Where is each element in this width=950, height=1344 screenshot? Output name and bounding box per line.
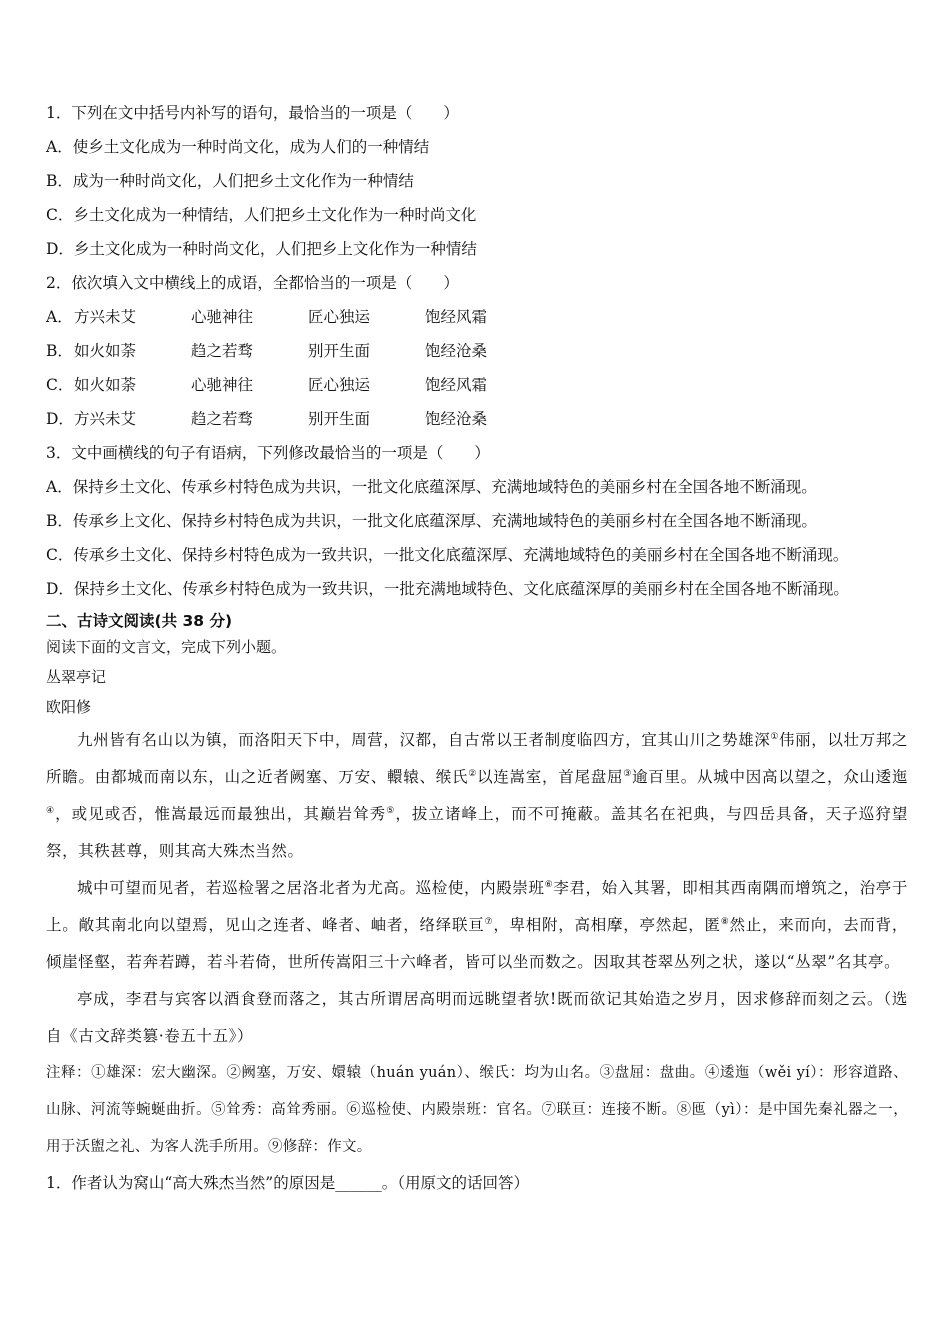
question-2-stem: 2．依次填入文中横线上的成语，全都恰当的一项是（ ） [46,274,459,292]
idiom: 方兴未艾 [74,308,137,326]
annotations: 注释：①雄深：宏大幽深。②阙塞，万安、嬛辕（huán yuán）、缑氏：均为山名。③盘屈：盘曲。④逶迤（wěi yí）：形容道路、山脉、河流等蜿蜒曲折。⑤耸秀：高耸秀丽。⑥巡检使、内殿崇班：官名。⑦联亘：连接不断。⑧匜（yì）：是中国先秦礼器之一，用于沃盥之礼、为客人洗手所用。⑨修辞：作文。 [46,1065,908,1155]
idiom: 如火如荼 [74,342,137,360]
passage-title: 丛翠亭记 [46,668,107,686]
document-page [46,96,908,1200]
question-3-stem: 3．文中画横线的句子有语病，下列修改最恰当的一项是（ ） [46,444,490,462]
passage-paragraph-1: 九州皆有名山以为镇，而洛阳天下中，周营，汉都，自古常以王者制度临四方，宜其山川之势雄深①伟丽，以壮万邦之所瞻。由都城而南以东，山之近者阙塞、万安、轘辕、缑氏②以连嵩室，首尾盘屈③逾百里。从城中因高以望之，众山逶迤④，或见或否，惟嵩最远而最独出，其巅岩耸秀⑤，拔立诸峰上，而不可掩蔽。盖其名在祀典，与四岳具备，天子巡狩望祭，其秩甚尊，则其高大殊杰当然。 [46,731,909,860]
option-label: C． [46,376,74,394]
q1-option-c: C．乡土文化成为一种情结，人们把乡土文化作为一种时尚文化 [46,206,477,224]
idiom: 心驰神往 [191,376,254,394]
option-label: D． [46,410,74,428]
q2-option-b [46,334,908,368]
option-label: B． [46,342,73,360]
q2-option-d [46,402,908,436]
passage-paragraph-3: 亭成，李君与宾客以酒食登而落之，其古所谓居高明而远眺望者欤!既而欲记其始造之岁月，因求修辞而刻之云。（选自《古文辞类篡·卷五十五》） [46,990,908,1045]
q3-option-c: C．传承乡土文化、保持乡村特色成为一致共识，一批文化底蕴深厚、充满地域特色的美丽乡村在全国各地不断涌现。 [46,546,849,564]
q1-option-d: D．乡土文化成为一种时尚文化，人们把乡上文化作为一种情结 [46,240,477,258]
q2-option-c [46,368,908,402]
idiom: 别开生面 [308,342,371,360]
q3-option-a: A．保持乡土文化、传承乡村特色成为共识，一批文化底蕴深厚、充满地域特色的美丽乡村在全国各地不断涌现。 [46,478,817,496]
idiom: 饱经沧桑 [425,410,488,428]
q1-option-a: A．使乡土文化成为一种时尚文化，成为人们的一种情结 [46,138,430,156]
section-heading: 二、古诗文阅读(共 38 分) [46,612,233,630]
idiom: 饱经风霜 [425,376,488,394]
q3-option-b: B．传承乡上文化、保持乡村特色成为共识，一批文化底蕴深厚、充满地域特色的美丽乡村在全国各地不断涌现。 [46,512,817,530]
idiom: 如火如荼 [74,376,137,394]
answer-blank[interactable]: ______ [335,1174,382,1192]
option-label: A． [46,308,73,326]
passage-author: 欧阳修 [46,698,92,716]
idiom: 方兴未艾 [74,410,137,428]
idiom: 匠心独运 [308,308,371,326]
idiom: 饱经风霜 [425,308,488,326]
idiom: 心驰神往 [191,308,254,326]
question-1-stem: 1．下列在文中括号内补写的语句，最恰当的一项是（ ） [46,104,459,122]
passage-paragraph-2: 城中可望而见者，若巡检署之居洛北者为尤高。巡检使，内殿崇班⑥李君，始入其署，即相其西南隅而增筑之，治亭于上。敞其南北向以望焉，见山之连者、峰者、岫者，络绎联亘⑦，卑相附，高相摩，亭然起，匿⑧然止，来而向，去而背，倾崖怪壑，若奔若蹲，若斗若倚，世所传嵩阳三十六峰者，皆可以坐而数之。因取其苍翠丛列之状，遂以“丛翠”名其亭。 [46,879,909,971]
q2-option-a [46,300,908,334]
idiom: 匠心独运 [308,376,371,394]
idiom: 趋之若骛 [191,410,254,428]
idiom: 饱经沧桑 [425,342,488,360]
reading-instruction: 阅读下面的文言文，完成下列小题。 [46,638,287,656]
idiom: 别开生面 [308,410,371,428]
q1-option-b: B．成为一种时尚文化，人们把乡土文化作为一种情结 [46,172,414,190]
q3-option-d: D．保持乡土文化、传承乡村特色成为一致共识，一批充满地域特色、文化底蕴深厚的美丽乡村在全国各地不断涌现。 [46,580,849,598]
idiom: 趋之若骛 [191,342,254,360]
sub-question-1: 1．作者认为窝山“高大殊杰当然”的原因是______。（用原文的话回答） [46,1174,529,1192]
